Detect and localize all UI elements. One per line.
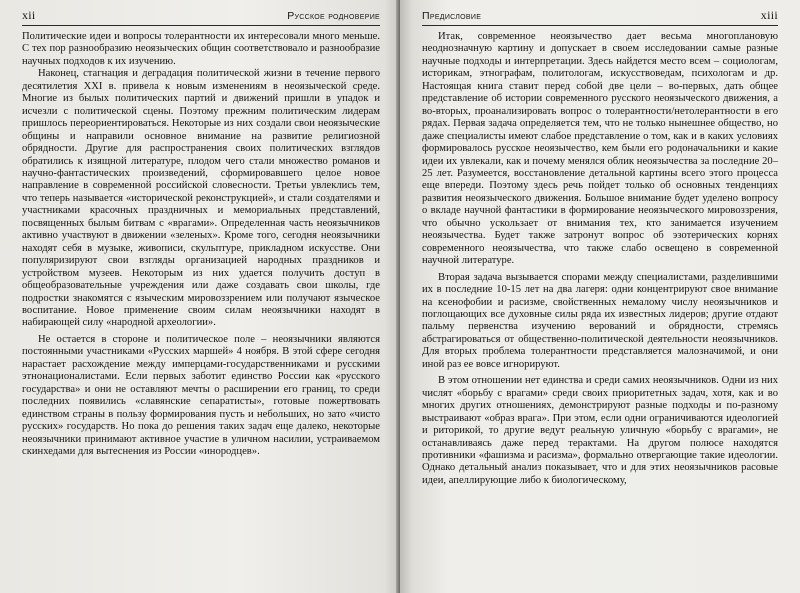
right-body-text <box>422 31 778 487</box>
paragraph: В этом отношении нет единства и среди самих неоязычников. Одни из них числят «борьбу с врагами» среди своих приоритетных задач, хотя, как и во многих других отношениях, демонстрируют разные подходы и по-разному выстраивают «образ врага». При этом, если одни ограничиваются идеологией и риторикой, то другие ведут реальную уличную «борьбу с врагами», не останавливаясь даже перед терактами. На другом полюсе находятся противники «фашизма и расизма», формально отвергающие такие идеологии. Однако детальный анализ показывает, что и для этих неоязычников расовые идеи, апеллирующие либо к биологическому, <box>422 375 778 486</box>
right-page <box>400 0 800 593</box>
paragraph: Не остается в стороне и политическое поле – неоязычники являются постоянными участниками «Русских маршей» 4 ноября. В этой сфере сегодня нарастает расхождение между имперцами-государственниками и русскими этнонационалистами. Если первых заботит единство России как «русского государства» и они не оставляют мечты о расширении его границ, то среди последних появились «славянские сепаратисты», готовые пожертвовать единством страны в пользу формирования пусть и небольших, но зато «чисто русских» государств. Но пока до решения таких задач еще далеко, некоторые неоязычники принимают активное участие в уличном насилии, устраиваемом скинхедами для вытеснения из России «инородцев». <box>22 333 380 457</box>
right-running-title: Предисловие <box>422 10 482 22</box>
right-running-head <box>422 8 778 26</box>
right-page-number: xiii <box>760 8 778 22</box>
left-page-number: xii <box>22 8 36 22</box>
paragraph: Вторая задача вызывается спорами между специалистами, разделившими их в последние 10-15 лет на два лагеря: одни концентрируют свое внимание на ксенофобии и расизме, свойственных немалому числу неоязычников и поглощающих все духовные силы ряда их известных лидеров; другие отдают пальму первенства изучению верований и обрядности, стремясь абстрагироваться от общественно-политической деятельности неоязычников. Для вторых проблема толерантности представляется малозначимой, и они иной раз ее вовсе игнорируют. <box>422 271 778 370</box>
paragraph: Наконец, стагнация и деградация политической жизни в течение первого десятилетия XXI в. привела к новым изменениям в неоязыческой среде. Многие из былых политических партий и движений пришли в упадок и исчезли с политической сцены. Поэтому прежним политическим лидерам пришлось переориентироваться. Некоторые из них создали свои неоязыческие общины и направили основное внимание на развитие религиозной обрядности. Другие для распространения своих политических взглядов обратились к изящной литературе, плодом чего стали множество романов и научно-фантастических произведений, сформировавшего целое новое направление в современной российской словесности. Третьи увлеклись тем, что теперь называется «исторической реконструкцией», и стали создателями и участниками красочных праздничных и мемориальных представлений, посвященных былым битвам с «врагами». Определенная часть неоязычников активно участвуют в движении «зеленых». Кроме того, сегодня неоязычники находят себя в музыке, живописи, скульптуре, прикладном искусстве. Они популяризируют свои взгляды организацией народных праздников и устройством музеев. Некоторым из них удается получить доступ в общеобразовательные учреждения или даже создавать свои школы, где подростки знакомятся с языческим мировоззрением или получают языческое воспитание. Новое применение своим силам неоязычники находят в набирающей силу «народной археологии». <box>22 68 380 329</box>
left-running-title: Русское родноверие <box>287 10 380 22</box>
paragraph: Политические идеи и вопросы толерантности их интересовали много меньше. С тех пор разнообразию неоязыческих общин соответствовало и разнообразие научных подходов к их изучению. <box>22 31 380 67</box>
left-running-head <box>22 8 380 26</box>
paragraph: Итак, современное неоязычество дает весьма многоплановую неоднозначную картину и допускает в своем исследовании самые разные научные подходы и интерпретации. Здесь найдется место всем – социологам, историкам, этнографам, политологам, искусствоведам, психологам и др. Настоящая книга ставит перед собой две цели – во-первых, дать общее представление об истории современного русского неоязыческого движения, а во-вторых, проанализировать вопрос о толерантности/нетолерантности в его рядах. Первая задача определяется тем, что не только нынешнее общество, но даже специалисты имеют слабое представление о том, как и в каких условиях формировалось русское неоязычество, кем были его родоначальники и какие идеи их увлекали, как и почему менялся облик неоязычества за последние 20–25 лет. Разумеется, восстановление детальной картины всего этого процесса еще впереди. Поэтому здесь речь пойдет только об основных тенденциях развития неоязыческого движения. Большое внимание будет уделено вопросу о вкладе научной фантастики в формирование неоязыческого мировоззрения, что обычно ускользает от внимания тех, кто занимается изучением неоязычества. Будет также затронут вопрос об эзотерических корнях современного неоязычества, что также слабо освещено в современной научной литературе. <box>422 31 778 267</box>
left-body-text <box>22 31 380 458</box>
